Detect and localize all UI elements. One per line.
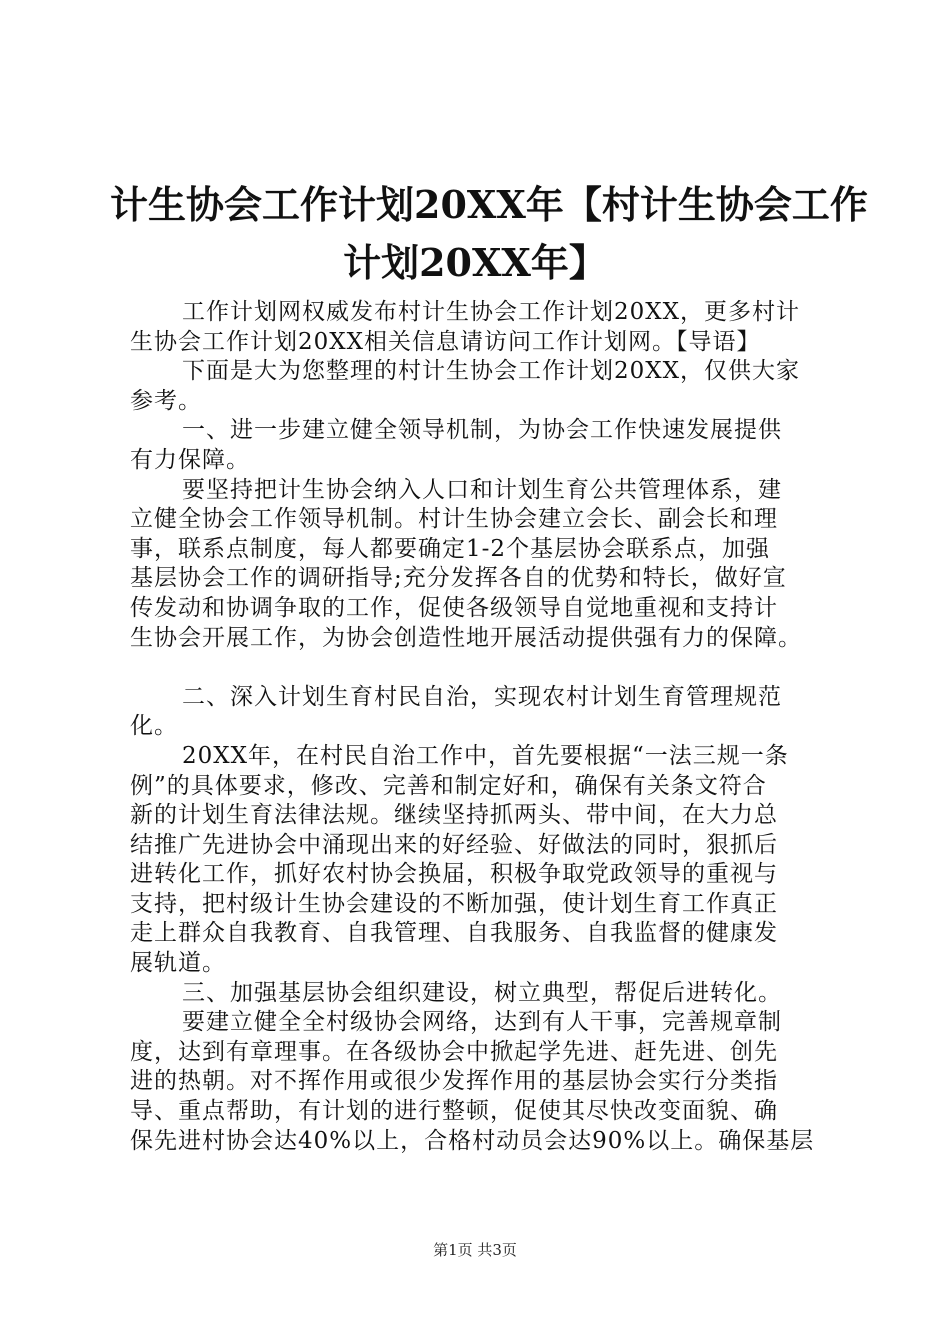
- document-title: [110, 176, 868, 292]
- section-heading-line: 三、加强基层协会组织建设，树立典型，帮促后进转化。: [182, 979, 782, 1006]
- paragraph-line: 进的热朝。对不挥作用或很少发挥作用的基层协会实行分类指: [130, 1068, 778, 1095]
- paragraph-line: 生协会工作计划20XX相关信息请访问工作计划网。【导语】: [130, 328, 761, 355]
- paragraph-line: 20XX年，在村民自治工作中，首先要根据“一法三规一条: [182, 742, 789, 769]
- section-heading-line: 有力保障。: [130, 446, 250, 473]
- paragraph-line: 例”的具体要求，修改、完善和制定好和，确保有关条文符合: [130, 772, 767, 799]
- paragraph-line: 结推广先进协会中涌现出来的好经验、好做法的同时，狠抓后: [130, 831, 778, 858]
- page-number-footer: 第1页 共3页: [433, 1241, 517, 1259]
- paragraph-line: 保先进村协会达40%以上，合格村动员会达90%以上。确保基层: [130, 1127, 815, 1154]
- paragraph-line: 展轨道。: [130, 950, 226, 977]
- blank-line: [130, 653, 850, 683]
- paragraph-line: 生协会开展工作，为协会创造性地开展活动提供强有力的保障。: [130, 624, 802, 651]
- paragraph-line: 要坚持把计生协会纳入人口和计划生育公共管理体系，建: [182, 476, 782, 503]
- section-heading-line: 化。: [130, 713, 178, 740]
- title-line-1: 计生协会工作计划20XX年【村计生协会工作: [110, 182, 868, 227]
- paragraph-line: 传发动和协调争取的工作，促使各级领导自觉地重视和支持计: [130, 594, 778, 621]
- paragraph-line: 进转化工作，抓好农村协会换届，积极争取党政领导的重视与: [130, 861, 778, 888]
- paragraph-line: 新的计划生育法律法规。继续坚持抓两头、带中间，在大力总: [130, 802, 778, 829]
- paragraph-line: 工作计划网权威发布村计生协会工作计划20XX，更多村计: [182, 299, 801, 325]
- paragraph-line: 立健全协会工作领导机制。村计生协会建立会长、副会长和理: [130, 506, 778, 533]
- paragraph-line: 事，联系点制度，每人都要确定1-2个基层协会联系点，加强: [130, 535, 771, 562]
- paragraph-line: 要建立健全全村级协会网络，达到有人干事，完善规章制: [182, 1009, 782, 1036]
- paragraph-line: 度，达到有章理事。在各级协会中掀起学先进、赶先进、创先: [130, 1038, 778, 1065]
- document-body: [130, 298, 850, 1156]
- paragraph-line: 基层协会工作的调研指导;充分发挥各自的优势和特长，做好宣: [130, 565, 787, 592]
- paragraph-line: 导、重点帮助，有计划的进行整顿，促使其尽快改变面貌、确: [130, 1098, 778, 1125]
- paragraph-line: 走上群众自我教育、自我管理、自我服务、自我监督的健康发: [130, 920, 778, 947]
- paragraph-line: 支持，把村级计生协会建设的不断加强，使计划生育工作真正: [130, 890, 778, 917]
- paragraph-line: 下面是大为您整理的村计生协会工作计划20XX，仅供大家: [182, 358, 801, 385]
- section-heading-line: 二、深入计划生育村民自治，实现农村计划生育管理规范: [182, 683, 782, 710]
- title-line-2: 计划20XX年】: [343, 240, 607, 285]
- paragraph-line: 参考。: [130, 387, 202, 414]
- section-heading-line: 一、进一步建立健全领导机制，为协会工作快速发展提供: [182, 417, 782, 444]
